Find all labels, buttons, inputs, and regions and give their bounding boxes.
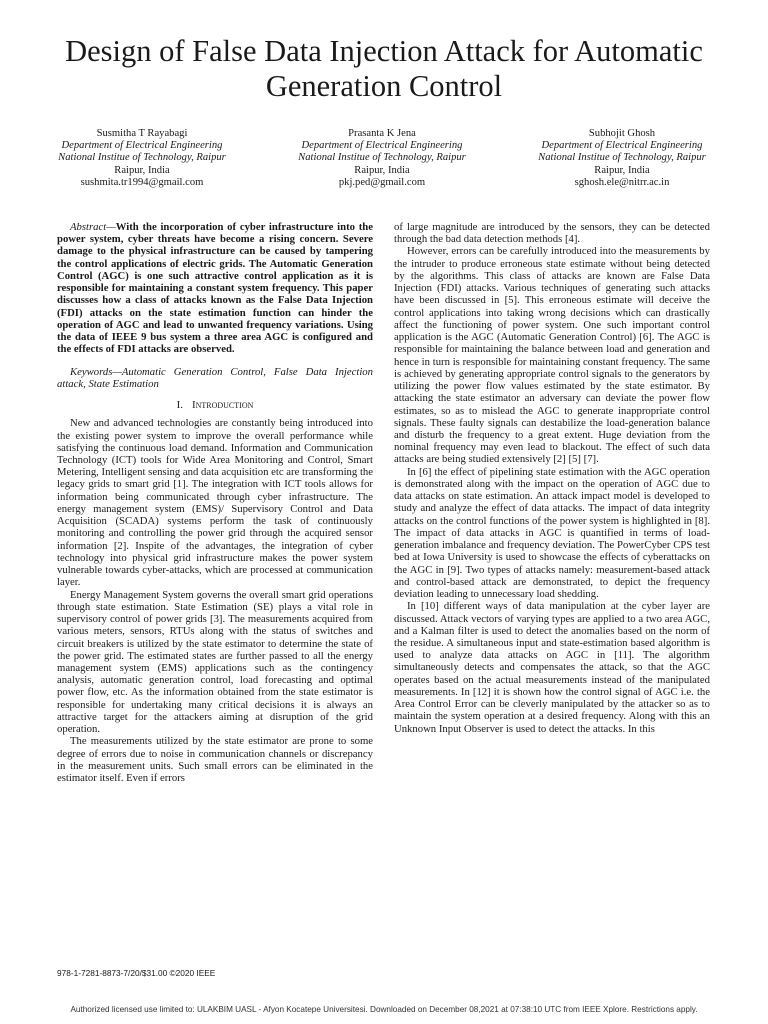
author-institute: National Institue of Technology, Raipur (58, 152, 226, 164)
author-institute: National Institue of Technology, Raipur (298, 152, 466, 164)
author-email: sghosh.ele@nitrr.ac.in (574, 176, 670, 188)
author-name: Prasanta K Jena (348, 128, 416, 139)
author-department: Department of Electrical Engineering (541, 140, 703, 152)
copyright-notice: 978-1-7281-8873-7/20/$31.00 ©2020 IEEE (57, 968, 216, 978)
body-paragraph: Energy Management System governs the overall smart grid operations through state estimation. State Estimation (SE) plays a vital role in supervisory control of power grids [3]. The measurements acquired from various meters, sensors, RTUs along with the status of switches and circuit breakers is utilized by the state estimator to determine the state of the power grid. The estimated states are further passed to all the energy management system (EMS) applications such as the contingency analysis, automatic generation control, load forecasting and optimal power flow, etc. As the information obtained from the state estimator is responsible for undertaking many critical decisions it is always an attractive target for the attackers aiming at disruption of the grid operation. (57, 588, 373, 736)
author-3 (502, 128, 742, 189)
body-paragraph: However, errors can be carefully introduced into the measurements by the intruder to produce erroneous state estimate without being detected by the algorithms. This class of attacks are known are False Data Injection (FDI) attacks. Various techniques of generating such attacks have been discussed in [5]. This erroneous estimate will deceive the control applications into taking wrong decisions which can drastically affect the functioning of power system. One such important control application is the AGC (Automatic Generation Control) [6]. The AGC is responsible for maintaining the balance between load and generation and hence in turn is responsible for maintaining constant frequency. The same is achieved by generating appropriate control signals to the generators by utilizing the power flow values estimated by the state estimator. By attacking the state estimator an adversary can deviate the power flow estimates, so as to mislead the AGC to generate inappropriate control signals. These faulty signals can destabilize the load-generation balance and disturb the frequency to a great extent. Huge deviation from the nominal frequency may even lead to blackout. The effect of such data attacks are being studied extensively [2] [5] [7]. (394, 245, 710, 466)
author-block (22, 128, 746, 194)
abstract (57, 221, 373, 356)
author-email: sushmita.tr1994@gmail.com (80, 176, 204, 188)
author-institute: National Institue of Technology, Raipur (538, 152, 706, 164)
author-1 (22, 128, 262, 189)
author-department: Department of Electrical Engineering (61, 140, 223, 152)
section-title: Introduction (191, 399, 254, 412)
body-paragraph: of large magnitude are introduced by the sensors, they can be detected through the bad data detection methods [4]. (394, 221, 710, 246)
abstract-text: With the incorporation of cyber infrastructure into the power system, cyber threats have become a rising concern. Severe damage to the physical infrastructure can be caused by tampering the control applications of electric grids. The Automatic Generation Control (AGC) is one such attractive control application as it is responsible for maintaining a constant system frequency. This paper discusses how a class of attacks known as the False Data Injection (FDI) attacks on the state estimation function can hinder the operation of AGC and lead to unwanted frequency variations. Using the data of IEEE 9 bus system a three area AGC is configured and the effects of FDI attacks are observed. (57, 221, 373, 356)
author-name: Subhojit Ghosh (588, 128, 656, 139)
section-heading (57, 399, 373, 411)
abstract-lead: Abstract— (70, 221, 116, 233)
body-paragraph: New and advanced technologies are constantly being introduced into the existing power system to improve the overall performance while satisfying the continuous load demand. Information and Communication Technology (ICT) tools for Wide Area Monitoring and Control, Smart Metering, Intelligent sensing and data acquisition etc are transforming the legacy grids to smart grid [1]. The integration with ICT tools allows for information being communicated through cyber infrastructure. The energy management system (EMS)/ Supervisory Control and Data Acquisition (SCADA) systems perform the task of continuously monitoring and controlling the power grid through the acquired sensor information [2]. Inspite of the advantages, the integration of cyber technology into physical grid infrastructure makes the power system vulnerable towards cyber-attacks, which are processed at communication layer. (57, 417, 373, 589)
author-2 (262, 128, 502, 189)
right-column (394, 221, 710, 735)
author-city: Raipur, India (354, 164, 410, 176)
paper-title: Design of False Data Injection Attack for Automatic Generation Control (65, 34, 703, 103)
body-paragraph: In [10] different ways of data manipulation at the cyber layer are discussed. Attack vectors of varying types are applied to a two area AGC, and a Kalman filter is used to detect the anomalies based on the norm of the residue. A simultaneous input and state-estimation based algorithm is used to analyze data attacks on AGC in [11]. The algorithm simultaneously detects and compensates the attack, so that the AGC operates based on the actual measurements instead of the manipulated measurements. In [12] it is shown how the control signal of AGC i.e. the Area Control Error can be cleverly manipulated by the attacker so as to maintain the system operation at a desired frequency. Along with this an Unknown Input Observer is used to detect the attacks. In this (394, 600, 710, 735)
keywords: Keywords—Automatic Generation Control, False Data Injection attack, State Estimation (57, 365, 373, 390)
author-city: Raipur, India (594, 164, 650, 176)
author-name: Susmitha T Rayabagi (96, 128, 188, 139)
author-city: Raipur, India (114, 164, 170, 176)
section-number: I. (176, 399, 183, 412)
license-note: Authorized licensed use limited to: ULAKBIM UASL - Afyon Kocatepe Universitesi. Downloaded on December 08,2021 at 07:38:10 UTC from IEEE Xplore. Restrictions apply. (70, 1005, 698, 1014)
author-email: pkj.ped@gmail.com (338, 176, 426, 188)
left-column (57, 221, 373, 784)
author-department: Department of Electrical Engineering (301, 140, 463, 152)
body-paragraph: The measurements utilized by the state estimator are prone to some degree of errors due to noise in communication channels or discrepancy in the measurement units. Such small errors can be eliminated in the estimator itself. Even if errors (57, 735, 373, 785)
body-paragraph: In [6] the effect of pipelining state estimation with the AGC operation is demonstrated along with the impact on the operation of AGC due to data attacks on state estimation. An attack impact model is developed to study and analyze the effect of data attacks. The impact of data integrity attacks on the control functions of the power system is highlighted in [8]. The impact of data attacks in AGC is quantified in terms of load-generation imbalance and frequency deviation. The PowerCyber CPS test bed at Iowa University is used to showcase the effects of cyberattacks on the AGC in [9]. Two types of attacks namely: measurement-based attack and control-based attack are demonstrated, to depict the frequency deviation leading to unnecessary load shedding. (394, 465, 710, 601)
